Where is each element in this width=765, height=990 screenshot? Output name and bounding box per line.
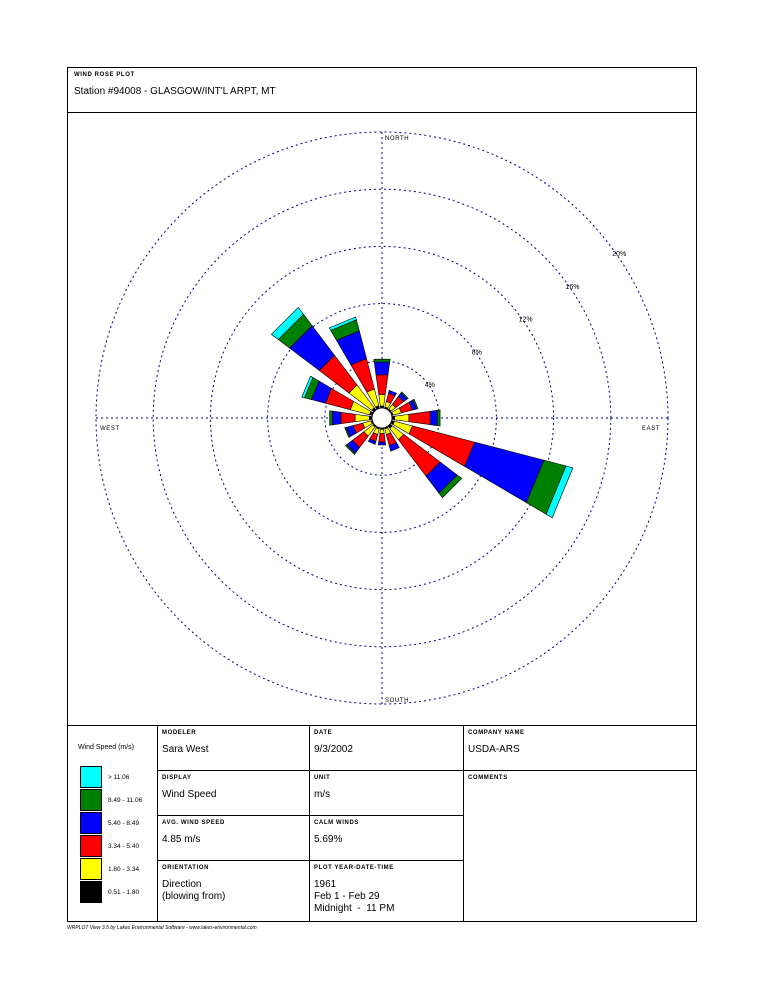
south-label: SOUTH xyxy=(385,698,409,704)
avg-speed-value: 4.85 m/s xyxy=(162,834,201,845)
station-title: Station #94008 - GLASGOW/INT'L ARPT, MT xyxy=(74,86,276,97)
legend-label: 0.51 - 1.80 xyxy=(108,889,140,896)
calm-winds-label: CALM WINDS xyxy=(314,820,359,826)
legend-swatch xyxy=(80,812,102,834)
petal-n-bin-4 xyxy=(374,359,390,362)
modeler-label: MODELER xyxy=(162,730,197,736)
unit-value: m/s xyxy=(314,789,331,800)
petal-n-bin-3 xyxy=(374,362,389,375)
company-cell xyxy=(464,726,696,771)
period-value: 1961 Feb 1 - Feb 29 Midnight - 11 PM xyxy=(314,879,395,914)
display-label: DISPLAY xyxy=(162,775,192,781)
date-label: DATE xyxy=(314,730,333,736)
ring-label: 20% xyxy=(612,250,627,258)
calm-winds-value: 5.69% xyxy=(314,834,343,845)
orientation-value: Direction (blowing from) xyxy=(162,879,226,902)
legend-swatch xyxy=(80,789,102,811)
info-panel xyxy=(68,725,696,922)
petal-w-bin-3 xyxy=(332,411,341,425)
west-label: WEST xyxy=(100,426,120,432)
period-label: PLOT YEAR-DATE-TIME xyxy=(314,865,394,871)
company-label: COMPANY NAME xyxy=(468,730,525,736)
petal-s-bin-1 xyxy=(380,429,384,433)
unit-cell xyxy=(310,771,464,816)
display-cell xyxy=(158,771,310,816)
petal-e-bin-1 xyxy=(395,414,409,421)
legend-swatch xyxy=(80,858,102,880)
petal-w-bin-2 xyxy=(341,412,355,423)
avg-speed-label: AVG. WIND SPEED xyxy=(162,820,225,826)
petal-e-bin-4 xyxy=(437,410,440,426)
legend-label: > 11.06 xyxy=(108,774,130,781)
east-label: EAST xyxy=(642,426,661,432)
date-value: 9/3/2002 xyxy=(314,744,353,755)
modeler-value: Sara West xyxy=(162,744,209,755)
petal-s-bin-3 xyxy=(378,442,385,445)
ring-label: 12% xyxy=(518,316,533,324)
legend-title: Wind Speed (m/s) xyxy=(78,744,135,751)
wind-rose-report xyxy=(67,67,697,922)
ring-label: 4% xyxy=(424,382,435,390)
orientation-cell xyxy=(158,861,310,922)
calm-winds-cell xyxy=(310,816,464,861)
modeler-cell xyxy=(158,726,310,771)
legend-swatch xyxy=(80,881,102,903)
display-value: Wind Speed xyxy=(162,789,217,800)
report-header xyxy=(68,68,696,113)
petal-n-bin-1 xyxy=(379,395,385,406)
legend-label: 5.40 - 8.49 xyxy=(108,820,140,827)
orientation-label: ORIENTATION xyxy=(162,865,210,871)
company-value: USDA-ARS xyxy=(468,744,520,755)
software-credit: WRPLOT View 3.5 by Lakes Environmental Software - www.lakes-environmental.com xyxy=(67,925,257,931)
plot-area xyxy=(68,113,696,725)
petal-e-bin-2 xyxy=(409,411,430,424)
wind-rose-chart xyxy=(68,113,696,725)
north-label: NORTH xyxy=(385,136,410,142)
plot-type-label: WIND ROSE PLOT xyxy=(74,72,135,78)
unit-label: UNIT xyxy=(314,775,331,781)
petal-n-bin-2 xyxy=(376,375,388,395)
petal-e-bin-3 xyxy=(430,410,437,425)
legend-label: 3.34 - 5.40 xyxy=(108,843,140,850)
ring-label: 16% xyxy=(565,283,580,291)
legend-label: 8.49 - 11.06 xyxy=(108,797,143,804)
legend-swatch xyxy=(80,766,102,788)
comments-cell xyxy=(464,771,696,922)
legend-swatch xyxy=(80,835,102,857)
calm-circle xyxy=(372,408,392,428)
period-cell xyxy=(310,861,464,922)
petal-w-bin-4 xyxy=(330,411,333,425)
date-cell xyxy=(310,726,464,771)
petal-s-bin-2 xyxy=(379,434,386,443)
ring-label: 8% xyxy=(471,349,482,357)
avg-speed-cell xyxy=(158,816,310,861)
comments-label: COMMENTS xyxy=(468,775,508,781)
legend xyxy=(68,726,158,922)
legend-label: 1.80 - 3.34 xyxy=(108,866,140,873)
petal-w-bin-1 xyxy=(355,414,369,421)
